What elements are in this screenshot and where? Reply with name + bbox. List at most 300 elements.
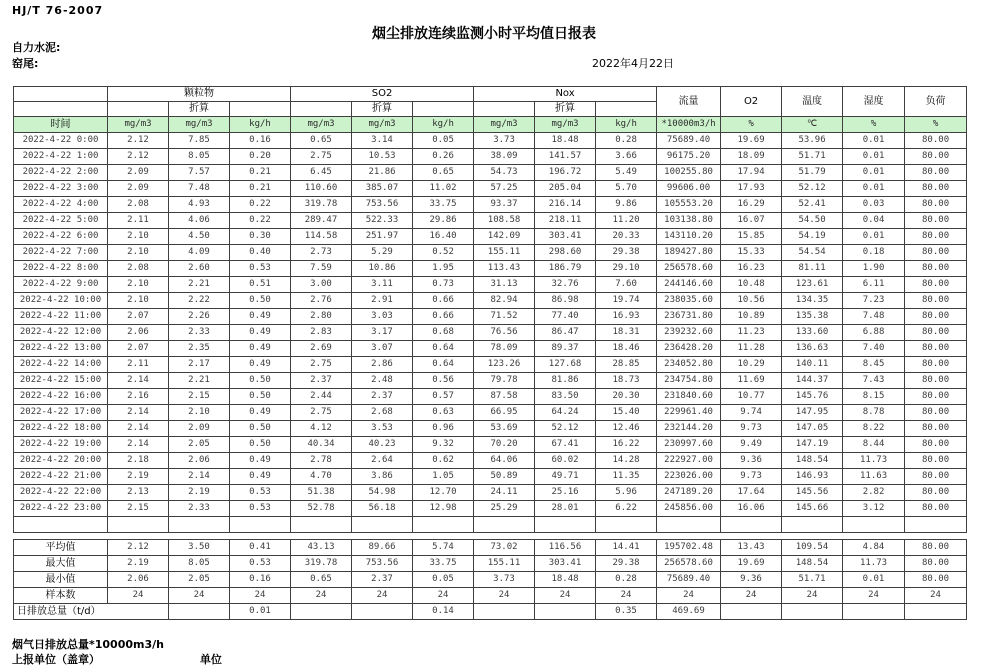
empty-cell [169, 517, 230, 533]
value-cell: 81.11 [782, 261, 843, 277]
value-cell: 2.69 [291, 341, 352, 357]
value-cell: 21.86 [352, 165, 413, 181]
value-cell: 2.75 [291, 357, 352, 373]
value-cell: 0.49 [230, 325, 291, 341]
value-cell: 0.50 [230, 373, 291, 389]
value-cell: 5.29 [352, 245, 413, 261]
value-cell: 80.00 [905, 405, 967, 421]
column-header-temperature: 温度 [782, 87, 843, 117]
value-cell: 11.73 [843, 556, 905, 572]
value-cell: 15.33 [721, 245, 782, 261]
value-cell: 24 [782, 588, 843, 604]
value-cell: 57.25 [474, 181, 535, 197]
value-cell: 82.94 [474, 293, 535, 309]
value-cell: 0.21 [230, 165, 291, 181]
value-cell: 49.71 [535, 469, 596, 485]
value-cell: 31.13 [474, 277, 535, 293]
empty-cell [291, 102, 352, 117]
value-cell: 9.36 [721, 453, 782, 469]
value-cell: 0.63 [413, 405, 474, 421]
value-cell: 7.40 [843, 341, 905, 357]
value-cell: 0.62 [413, 453, 474, 469]
value-cell: 110.60 [291, 181, 352, 197]
value-cell: 7.48 [169, 181, 230, 197]
value-cell: 8.15 [843, 389, 905, 405]
value-cell: 0.53 [230, 261, 291, 277]
value-cell: 18.48 [535, 572, 596, 588]
value-cell: 4.06 [169, 213, 230, 229]
value-cell: 0.66 [413, 309, 474, 325]
value-cell: 7.23 [843, 293, 905, 309]
value-cell: 24.11 [474, 485, 535, 501]
value-cell: 16.22 [596, 437, 657, 453]
time-cell: 2022-4-22 17:00 [14, 405, 108, 421]
value-cell: 2.14 [108, 405, 169, 421]
value-cell: 4.93 [169, 197, 230, 213]
value-cell: 10.77 [721, 389, 782, 405]
value-cell: 2.09 [108, 181, 169, 197]
time-cell: 2022-4-22 16:00 [14, 389, 108, 405]
value-cell: 54.19 [782, 229, 843, 245]
column-header-humidity: 湿度 [843, 87, 905, 117]
time-cell: 2022-4-22 0:00 [14, 133, 108, 149]
value-cell: 0.50 [230, 389, 291, 405]
column-header-o2: O2 [721, 87, 782, 117]
value-cell: 52.41 [782, 197, 843, 213]
value-cell: 80.00 [905, 389, 967, 405]
value-cell: 0.41 [230, 540, 291, 556]
table-row [14, 181, 967, 197]
time-cell: 2022-4-22 11:00 [14, 309, 108, 325]
value-cell: 0.50 [230, 293, 291, 309]
value-cell: 12.98 [413, 501, 474, 517]
time-cell: 2022-4-22 14:00 [14, 357, 108, 373]
value-cell: 100255.80 [657, 165, 721, 181]
converted-header-pm: 折算 [169, 102, 230, 117]
table-row [14, 197, 967, 213]
value-cell: 0.53 [230, 501, 291, 517]
value-cell: 109.54 [782, 540, 843, 556]
value-cell: 40.34 [291, 437, 352, 453]
value-cell: 4.70 [291, 469, 352, 485]
value-cell: 12.70 [413, 485, 474, 501]
value-cell: 89.66 [352, 540, 413, 556]
empty-cell [108, 102, 169, 117]
empty-cell [843, 517, 905, 533]
empty-cell [413, 102, 474, 117]
time-cell: 2022-4-22 10:00 [14, 293, 108, 309]
value-cell: 216.14 [535, 197, 596, 213]
value-cell: 2.86 [352, 357, 413, 373]
value-cell: 223026.00 [657, 469, 721, 485]
value-cell: 0.65 [413, 165, 474, 181]
empty-cell [596, 102, 657, 117]
time-cell: 2022-4-22 7:00 [14, 245, 108, 261]
value-cell: 2.10 [169, 405, 230, 421]
value-cell: 80.00 [905, 540, 967, 556]
value-cell: 10.29 [721, 357, 782, 373]
unit-cell: % [905, 117, 967, 133]
value-cell: 80.00 [905, 421, 967, 437]
value-cell: 116.56 [535, 540, 596, 556]
corner-cell [14, 87, 108, 102]
value-cell [169, 604, 230, 620]
value-cell: 303.41 [535, 556, 596, 572]
value-cell: 80.00 [905, 556, 967, 572]
value-cell: 2.19 [169, 485, 230, 501]
empty-cell [14, 102, 108, 117]
table-row [14, 293, 967, 309]
summary-row [14, 540, 967, 556]
value-cell: 28.01 [535, 501, 596, 517]
value-cell: 3.53 [352, 421, 413, 437]
value-cell: 3.73 [474, 572, 535, 588]
value-cell: 236428.20 [657, 341, 721, 357]
value-cell [535, 604, 596, 620]
table-row [14, 405, 967, 421]
unit-cell: kg/h [413, 117, 474, 133]
value-cell: 24 [721, 588, 782, 604]
value-cell: 14.28 [596, 453, 657, 469]
value-cell: 24 [230, 588, 291, 604]
value-cell: 0.05 [413, 572, 474, 588]
value-cell: 0.66 [413, 293, 474, 309]
value-cell: 18.31 [596, 325, 657, 341]
value-cell: 142.09 [474, 229, 535, 245]
time-cell: 2022-4-22 6:00 [14, 229, 108, 245]
table-row [14, 277, 967, 293]
value-cell: 6.22 [596, 501, 657, 517]
table-row [14, 357, 967, 373]
value-cell: 236731.80 [657, 309, 721, 325]
value-cell: 145.76 [782, 389, 843, 405]
value-cell: 231840.60 [657, 389, 721, 405]
value-cell: 2.06 [108, 572, 169, 588]
value-cell: 80.00 [905, 165, 967, 181]
time-cell: 2022-4-22 20:00 [14, 453, 108, 469]
value-cell: 3.03 [352, 309, 413, 325]
unit-cell: % [721, 117, 782, 133]
value-cell: 0.01 [843, 572, 905, 588]
value-cell: 99606.00 [657, 181, 721, 197]
table-row [14, 309, 967, 325]
value-cell: 2.64 [352, 453, 413, 469]
value-cell: 28.85 [596, 357, 657, 373]
value-cell: 80.00 [905, 437, 967, 453]
value-cell: 16.06 [721, 501, 782, 517]
value-cell: 0.49 [230, 405, 291, 421]
value-cell: 11.69 [721, 373, 782, 389]
value-cell: 8.44 [843, 437, 905, 453]
value-cell: 17.64 [721, 485, 782, 501]
empty-cell [535, 517, 596, 533]
value-cell: 93.37 [474, 197, 535, 213]
value-cell: 3.14 [352, 133, 413, 149]
daily-total-row [14, 604, 967, 620]
time-cell: 2022-4-22 8:00 [14, 261, 108, 277]
unit-cell: % [843, 117, 905, 133]
value-cell: 2.10 [108, 245, 169, 261]
value-cell: 103138.80 [657, 213, 721, 229]
value-cell: 0.96 [413, 421, 474, 437]
table-row [14, 341, 967, 357]
table-row [14, 325, 967, 341]
value-cell: 9.49 [721, 437, 782, 453]
value-cell: 2.48 [352, 373, 413, 389]
value-cell: 753.56 [352, 197, 413, 213]
value-cell: 140.11 [782, 357, 843, 373]
value-cell: 2.06 [169, 453, 230, 469]
time-cell: 2022-4-22 13:00 [14, 341, 108, 357]
value-cell: 230997.60 [657, 437, 721, 453]
value-cell: 136.63 [782, 341, 843, 357]
value-cell: 195702.48 [657, 540, 721, 556]
value-cell: 0.30 [230, 229, 291, 245]
value-cell: 80.00 [905, 325, 967, 341]
value-cell: 2.33 [169, 501, 230, 517]
value-cell: 247189.20 [657, 485, 721, 501]
value-cell: 0.49 [230, 309, 291, 325]
value-cell: 2.11 [108, 357, 169, 373]
value-cell: 16.29 [721, 197, 782, 213]
value-cell: 80.00 [905, 341, 967, 357]
converted-header-nox: 折算 [535, 102, 596, 117]
value-cell: 0.49 [230, 341, 291, 357]
unit-cell: mg/m3 [169, 117, 230, 133]
value-cell: 0.56 [413, 373, 474, 389]
unit-cell: mg/m3 [108, 117, 169, 133]
empty-cell [474, 102, 535, 117]
value-cell: 135.38 [782, 309, 843, 325]
value-cell: 29.38 [596, 245, 657, 261]
value-cell: 4.09 [169, 245, 230, 261]
value-cell: 2.14 [108, 437, 169, 453]
value-cell: 108.58 [474, 213, 535, 229]
value-cell: 19.74 [596, 293, 657, 309]
value-cell: 9.73 [721, 421, 782, 437]
value-cell: 2.06 [108, 325, 169, 341]
value-cell: 7.57 [169, 165, 230, 181]
time-cell: 2022-4-22 12:00 [14, 325, 108, 341]
value-cell [782, 604, 843, 620]
column-header-load: 负荷 [905, 87, 967, 117]
value-cell: 80.00 [905, 572, 967, 588]
value-cell: 0.01 [843, 229, 905, 245]
empty-cell [230, 102, 291, 117]
value-cell: 2.37 [352, 572, 413, 588]
value-cell: 2.21 [169, 277, 230, 293]
summary-rows [14, 540, 967, 620]
value-cell: 80.00 [905, 229, 967, 245]
value-cell: 54.73 [474, 165, 535, 181]
value-cell: 2.19 [108, 469, 169, 485]
value-cell: 80.00 [905, 357, 967, 373]
value-cell: 155.11 [474, 556, 535, 572]
value-cell: 10.89 [721, 309, 782, 325]
value-cell: 2.68 [352, 405, 413, 421]
value-cell: 0.05 [413, 133, 474, 149]
value-cell: 0.35 [596, 604, 657, 620]
value-cell: 80.00 [905, 245, 967, 261]
summary-label: 平均值 [14, 540, 108, 556]
value-cell: 9.73 [721, 469, 782, 485]
value-cell: 205.04 [535, 181, 596, 197]
empty-cell [782, 517, 843, 533]
table-row [14, 421, 967, 437]
value-cell: 2.21 [169, 373, 230, 389]
value-cell: 9.36 [721, 572, 782, 588]
value-cell: 16.23 [721, 261, 782, 277]
hourly-table [13, 86, 967, 533]
empty-cell [230, 517, 291, 533]
value-cell: 80.00 [905, 309, 967, 325]
value-cell: 0.49 [230, 469, 291, 485]
value-cell: 14.41 [596, 540, 657, 556]
empty-cell [721, 517, 782, 533]
value-cell: 2.75 [291, 149, 352, 165]
value-cell: 144.37 [782, 373, 843, 389]
value-cell: 24 [474, 588, 535, 604]
value-cell: 2.05 [169, 437, 230, 453]
value-cell: 114.58 [291, 229, 352, 245]
location-label: 窑尾: [12, 57, 39, 70]
value-cell: 3.07 [352, 341, 413, 357]
value-cell: 256578.60 [657, 261, 721, 277]
table-row [14, 485, 967, 501]
summary-label: 最大值 [14, 556, 108, 572]
value-cell: 10.48 [721, 277, 782, 293]
value-cell: 75689.40 [657, 133, 721, 149]
value-cell: 234754.80 [657, 373, 721, 389]
value-cell: 298.60 [535, 245, 596, 261]
table-row [14, 501, 967, 517]
value-cell: 2.76 [291, 293, 352, 309]
value-cell: 113.43 [474, 261, 535, 277]
value-cell: 238035.60 [657, 293, 721, 309]
table-row [14, 133, 967, 149]
table-row [14, 245, 967, 261]
value-cell: 86.98 [535, 293, 596, 309]
value-cell: 0.49 [230, 357, 291, 373]
value-cell: 2.12 [108, 540, 169, 556]
value-cell: 6.11 [843, 277, 905, 293]
value-cell: 0.01 [843, 133, 905, 149]
value-cell [721, 604, 782, 620]
value-cell: 141.57 [535, 149, 596, 165]
value-cell: 2.33 [169, 325, 230, 341]
value-cell: 80.00 [905, 181, 967, 197]
table-row [14, 389, 967, 405]
value-cell: 8.05 [169, 556, 230, 572]
value-cell: 54.54 [782, 245, 843, 261]
value-cell: 0.21 [230, 181, 291, 197]
value-cell: 53.96 [782, 133, 843, 149]
time-cell: 2022-4-22 4:00 [14, 197, 108, 213]
value-cell: 80.00 [905, 149, 967, 165]
value-cell: 145.56 [782, 485, 843, 501]
value-cell: 32.76 [535, 277, 596, 293]
unit-cell: mg/m3 [352, 117, 413, 133]
value-cell: 73.02 [474, 540, 535, 556]
value-cell: 52.12 [782, 181, 843, 197]
value-cell: 76.56 [474, 325, 535, 341]
value-cell: 80.00 [905, 133, 967, 149]
value-cell: 1.05 [413, 469, 474, 485]
value-cell: 16.40 [413, 229, 474, 245]
value-cell: 1.95 [413, 261, 474, 277]
time-cell: 2022-4-22 22:00 [14, 485, 108, 501]
value-cell: 145.66 [782, 501, 843, 517]
value-cell: 18.48 [535, 133, 596, 149]
value-cell: 0.22 [230, 197, 291, 213]
page-title: 烟尘排放连续监测小时平均值日报表 [372, 26, 596, 42]
report-unit-label: 上报单位（盖章） [12, 653, 100, 666]
unit-cell: ℃ [782, 117, 843, 133]
empty-cell [352, 517, 413, 533]
value-cell: 16.93 [596, 309, 657, 325]
value-cell: 3.11 [352, 277, 413, 293]
value-cell: 80.00 [905, 261, 967, 277]
value-cell: 24 [108, 588, 169, 604]
value-cell: 51.38 [291, 485, 352, 501]
value-cell: 10.86 [352, 261, 413, 277]
value-cell: 11.20 [596, 213, 657, 229]
value-cell: 7.59 [291, 261, 352, 277]
value-cell: 0.04 [843, 213, 905, 229]
value-cell: 147.05 [782, 421, 843, 437]
value-cell: 0.28 [596, 133, 657, 149]
unit-cell: *10000m3/h [657, 117, 721, 133]
value-cell: 2.37 [352, 389, 413, 405]
table-row [14, 261, 967, 277]
value-cell: 3.12 [843, 501, 905, 517]
value-cell: 0.14 [413, 604, 474, 620]
column-header-so2: SO2 [291, 87, 474, 102]
value-cell: 2.10 [108, 293, 169, 309]
value-cell: 0.18 [843, 245, 905, 261]
value-cell: 239232.60 [657, 325, 721, 341]
time-cell: 2022-4-22 15:00 [14, 373, 108, 389]
empty-cell [596, 517, 657, 533]
empty-cell [14, 517, 108, 533]
value-cell: 2.37 [291, 373, 352, 389]
value-cell: 1.90 [843, 261, 905, 277]
value-cell [905, 604, 967, 620]
value-cell: 0.16 [230, 572, 291, 588]
time-cell: 2022-4-22 5:00 [14, 213, 108, 229]
value-cell [474, 604, 535, 620]
column-header-pm: 颗粒物 [108, 87, 291, 102]
flue-total-note: 烟气日排放总量*10000m3/h [12, 638, 164, 651]
empty-cell [905, 517, 967, 533]
value-cell: 0.01 [843, 149, 905, 165]
value-cell: 0.64 [413, 357, 474, 373]
value-cell: 11.35 [596, 469, 657, 485]
value-cell: 0.51 [230, 277, 291, 293]
value-cell: 2.08 [108, 197, 169, 213]
value-cell: 2.44 [291, 389, 352, 405]
value-cell: 24 [657, 588, 721, 604]
value-cell: 256578.60 [657, 556, 721, 572]
time-cell: 2022-4-22 23:00 [14, 501, 108, 517]
value-cell: 2.08 [108, 261, 169, 277]
value-cell: 25.29 [474, 501, 535, 517]
value-cell: 11.73 [843, 453, 905, 469]
value-cell: 0.50 [230, 421, 291, 437]
summary-label: 样本数 [14, 588, 108, 604]
value-cell: 15.85 [721, 229, 782, 245]
value-cell: 96175.20 [657, 149, 721, 165]
